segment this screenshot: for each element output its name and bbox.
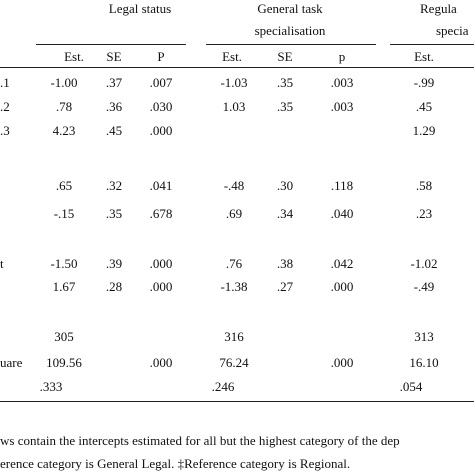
cell: .333: [39, 379, 63, 394]
table-note-2: erence category is General Legal. ‡Reference category is Regional.: [0, 456, 351, 471]
cell: -.99: [413, 75, 435, 90]
col-header-p: P: [157, 49, 165, 64]
table-bottom-rule: [0, 401, 474, 402]
cell: -.48: [223, 178, 245, 193]
cell: .000: [149, 355, 173, 370]
cell: .28: [105, 279, 123, 294]
cell: .34: [276, 206, 294, 221]
cell: 313: [414, 329, 434, 344]
cell: .76: [225, 256, 243, 271]
cell: .000: [330, 279, 354, 294]
row-label: .2: [0, 99, 10, 114]
cell: .69: [225, 206, 243, 221]
group-header-legal-status: Legal status: [108, 1, 172, 16]
cell: .030: [149, 99, 173, 114]
row-label: t: [0, 256, 4, 271]
cell: .35: [276, 75, 294, 90]
cell: 305: [54, 329, 74, 344]
cell: .45: [105, 123, 123, 138]
row-label: .3: [0, 123, 10, 138]
cell: 1.29: [412, 123, 436, 138]
cell: .65: [55, 178, 73, 193]
group-header-regional-line2: specia: [436, 23, 469, 38]
cell: .040: [330, 206, 354, 221]
col-header-est: Est.: [222, 49, 242, 64]
row-label: .1: [0, 75, 10, 90]
row-label: uare: [0, 355, 23, 370]
col-header-se: SE: [277, 49, 293, 64]
cell: .246: [211, 379, 235, 394]
cell: .003: [330, 75, 354, 90]
cell: .36: [105, 99, 123, 114]
cell: .000: [149, 279, 173, 294]
col-header-se: SE: [106, 49, 122, 64]
cell: .041: [149, 178, 173, 193]
cell: .58: [415, 178, 433, 193]
cell: .32: [105, 178, 123, 193]
cell: .27: [276, 279, 294, 294]
cell: 109.56: [46, 355, 82, 370]
cell: -1.00: [50, 75, 78, 90]
group-header-regional: Regula: [420, 1, 457, 16]
cell: .39: [105, 256, 123, 271]
cell: .35: [105, 206, 123, 221]
cell: .678: [149, 206, 173, 221]
col-header-est: Est.: [414, 49, 434, 64]
header-rule: [0, 67, 474, 68]
col-header-p: p: [338, 49, 346, 64]
cell: .23: [415, 206, 433, 221]
group-header-general-task-line2: specialisation: [254, 23, 326, 38]
cell: .38: [276, 256, 294, 271]
cell: -1.02: [410, 256, 438, 271]
group-rule-general: [206, 44, 376, 45]
cell: -.15: [53, 206, 75, 221]
cell: 76.24: [219, 355, 249, 370]
cell: .054: [399, 379, 423, 394]
cell: .118: [330, 178, 354, 193]
cell: -.49: [413, 279, 435, 294]
cell: 316: [224, 329, 244, 344]
group-rule-regional: [390, 44, 474, 45]
cell: -1.03: [220, 75, 248, 90]
table-note-1: ws contain the intercepts estimated for all but the highest category of the dep: [0, 433, 400, 448]
cell: .000: [330, 355, 354, 370]
cell: .007: [149, 75, 173, 90]
cell: .37: [105, 75, 123, 90]
cell: .30: [276, 178, 294, 193]
cell: .003: [330, 99, 354, 114]
cell: .000: [149, 123, 173, 138]
cell: .45: [415, 99, 433, 114]
cell: .042: [330, 256, 354, 271]
cell: 1.67: [52, 279, 76, 294]
cell: 1.03: [222, 99, 246, 114]
group-rule-legal: [36, 44, 186, 45]
cell: .000: [149, 256, 173, 271]
cell: -1.50: [50, 256, 78, 271]
cell: .78: [55, 99, 73, 114]
group-header-general-task: General task: [257, 1, 323, 16]
cell: 16.10: [409, 355, 439, 370]
cell: .35: [276, 99, 294, 114]
cell: -1.38: [220, 279, 248, 294]
col-header-est: Est.: [64, 49, 84, 64]
cell: 4.23: [52, 123, 76, 138]
